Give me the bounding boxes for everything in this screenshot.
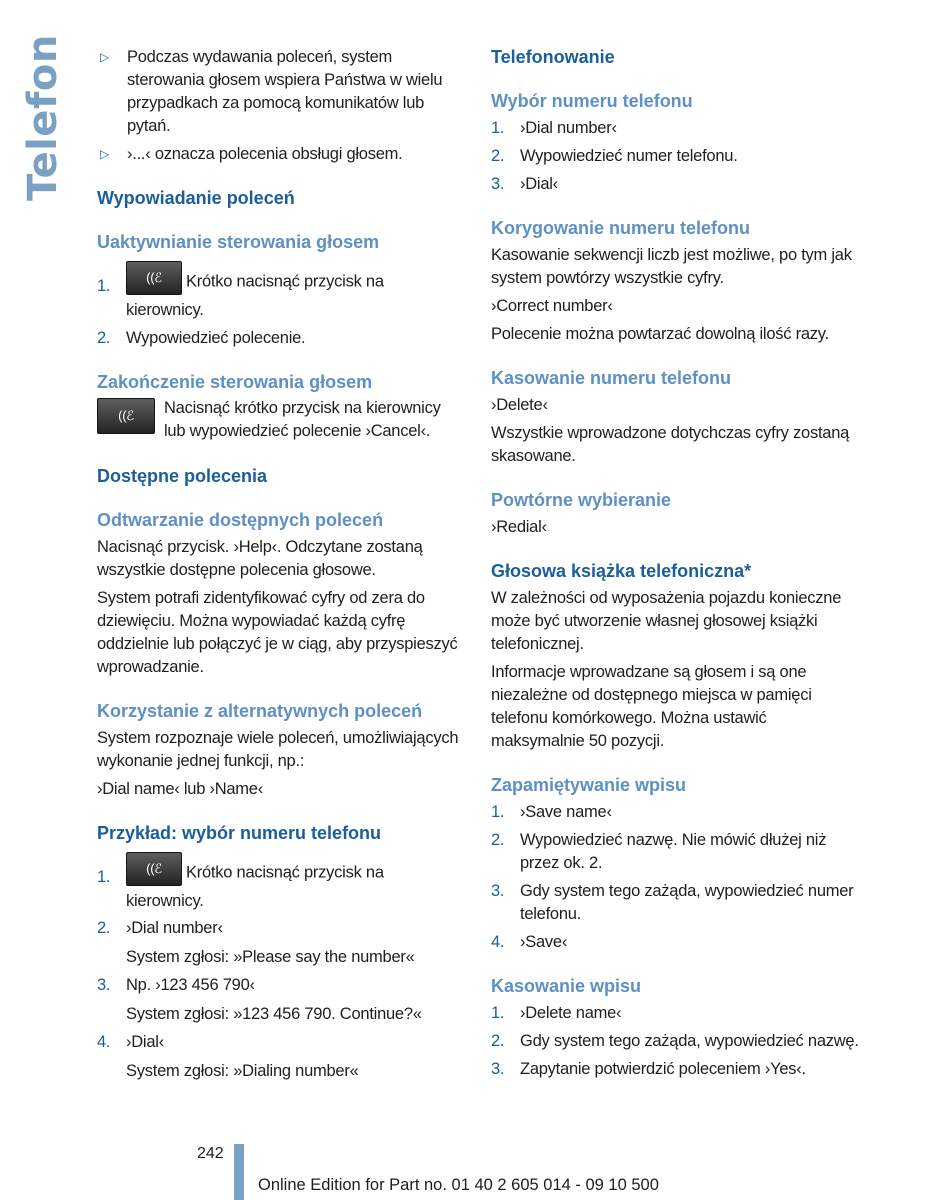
paragraph: ›Correct number‹ xyxy=(491,297,613,315)
list-item xyxy=(491,117,861,140)
list-item xyxy=(491,1058,861,1081)
section-title: Przykład: wybór numeru telefonu xyxy=(97,823,382,843)
list-item xyxy=(97,143,465,166)
step-note: System zgłosi: »Dialing number« xyxy=(126,1062,359,1080)
paragraph: Polecenie można powtarzać dowolną ilość razy. xyxy=(491,325,829,343)
right-column xyxy=(491,44,861,1081)
step-text: Krótko nacisnąć przycisk na kierownicy. xyxy=(126,863,384,910)
paragraph: ›Delete‹ xyxy=(491,396,548,414)
subsection-title: Uaktywnianie sterowania głosem xyxy=(97,232,380,252)
step-number: 2. xyxy=(491,1032,505,1050)
step-number: 4. xyxy=(97,1033,111,1051)
voice-button-icon: ((ℰ xyxy=(126,852,182,886)
bullet-text: Podczas wydawania poleceń, system sterowania głosem wspiera Państwa w wielu przypadkach za pomocą komunikatów lub pytań. xyxy=(127,48,443,135)
subsection-title: Odtwarzanie dostępnych poleceń xyxy=(97,510,384,530)
step-text: Np. ›123 456 790‹ xyxy=(126,976,255,994)
paragraph: Kasowanie sekwencji liczb jest możliwe, po tym jak system powtórzy wszystkie cyfry. xyxy=(491,246,852,287)
chapter-side-title: Telefon xyxy=(20,34,66,201)
step-number: 2. xyxy=(97,329,111,347)
section-title: Telefonowanie xyxy=(491,47,615,67)
subsection-title: Zakończenie sterowania głosem xyxy=(97,372,373,392)
step-number: 4. xyxy=(491,933,505,951)
paragraph: ›Redial‹ xyxy=(491,518,547,536)
section-title: Głosowa książka telefoniczna* xyxy=(491,561,752,581)
step-number: 2. xyxy=(491,831,505,849)
button-note xyxy=(97,397,465,443)
subsection-title: Korzystanie z alternatywnych poleceń xyxy=(97,701,423,721)
subsection-title: Korygowanie numeru telefonu xyxy=(491,218,751,238)
section-title: Wypowiadanie poleceń xyxy=(97,188,295,208)
step-number: 1. xyxy=(491,803,505,821)
step-number: 3. xyxy=(491,1060,505,1078)
step-text: Zapytanie potwierdzić poleceniem ›Yes‹. xyxy=(520,1060,806,1078)
list-item xyxy=(491,829,861,875)
list-item xyxy=(491,1030,861,1053)
step-number: 1. xyxy=(97,277,111,295)
step-number: 1. xyxy=(491,1004,505,1022)
step-number: 3. xyxy=(491,882,505,900)
paragraph: Nacisnąć przycisk. ›Help‹. Odczytane zostaną wszystkie dostępne polecenia głosowe. xyxy=(97,538,423,579)
step-number: 2. xyxy=(491,147,505,165)
step-text: ›Dial number‹ xyxy=(520,119,617,137)
list-item xyxy=(97,974,465,1026)
subsection-title: Powtórne wybieranie xyxy=(491,490,672,510)
subsection-title: Kasowanie numeru telefonu xyxy=(491,368,732,388)
page-number: 242 xyxy=(197,1145,224,1162)
step-text: ›Dial‹ xyxy=(126,1033,164,1051)
step-text: Gdy system tego zażąda, wypowiedzieć numer telefonu. xyxy=(520,882,854,923)
step-note: System zgłosi: »123 456 790. Continue?« xyxy=(126,1005,422,1023)
list-item xyxy=(491,173,861,196)
step-text: ›Dial number‹ xyxy=(126,919,223,937)
list-item xyxy=(97,917,465,969)
step-text: Wypowiedzieć polecenie. xyxy=(126,329,306,347)
edition-line: Online Edition for Part no. 01 40 2 605 014 - 09 10 500 xyxy=(258,1176,659,1194)
voice-button-icon: ((ℰ xyxy=(126,261,182,295)
list-item xyxy=(491,1002,861,1025)
step-text: ›Save name‹ xyxy=(520,803,612,821)
paragraph: W zależności od wyposażenia pojazdu konieczne może być utworzenie własnej głosowej książki telefonicznej. xyxy=(491,589,842,653)
step-number: 3. xyxy=(97,976,111,994)
triangle-right-icon: ▷ xyxy=(100,147,109,161)
list-item xyxy=(491,801,861,824)
list-item xyxy=(491,145,861,168)
list-item xyxy=(97,1031,465,1083)
step-text: ›Dial‹ xyxy=(520,175,558,193)
list-item xyxy=(97,327,465,350)
triangle-right-icon: ▷ xyxy=(100,50,109,64)
paragraph: ›Dial name‹ lub ›Name‹ xyxy=(97,780,263,798)
bullet-text: ›...‹ oznacza polecenia obsługi głosem. xyxy=(127,145,403,163)
step-text: ›Delete name‹ xyxy=(520,1004,622,1022)
subsection-title: Wybór numeru telefonu xyxy=(491,91,693,111)
list-item xyxy=(491,931,861,954)
paragraph: System potrafi zidentyfikować cyfry od zera do dziewięciu. Można wypowiadać każdą cyfrę oddzielnie lub połączyć je w ciąg, aby przyspieszyć wprowadzanie. xyxy=(97,589,458,676)
list-item xyxy=(97,265,465,322)
paragraph: Wszystkie wprowadzone dotychczas cyfry zostaną skasowane. xyxy=(491,424,850,465)
step-number: 1. xyxy=(491,119,505,137)
list-item xyxy=(97,856,465,913)
step-text: Krótko nacisnąć przycisk na kierownicy. xyxy=(126,272,384,319)
step-number: 1. xyxy=(97,868,111,886)
paragraph: System rozpoznaje wiele poleceń, umożliwiających wykonanie jednej funkcji, np.: xyxy=(97,729,459,770)
list-item xyxy=(491,880,861,926)
step-text: ›Save‹ xyxy=(520,933,568,951)
paragraph: Informacje wprowadzane są głosem i są one niezależne od dostępnego miejsca w pamięci telefonu komórkowego. Można ustawić maksymalnie 50 pozycji. xyxy=(491,663,812,750)
voice-button-icon: ((ℰ xyxy=(97,398,155,434)
step-text: Wypowiedzieć nazwę. Nie mówić dłużej niż przez ok. 2. xyxy=(520,831,827,872)
step-text: Wypowiedzieć numer telefonu. xyxy=(520,147,738,165)
step-number: 3. xyxy=(491,175,505,193)
left-column xyxy=(97,44,465,1083)
step-text: Gdy system tego zażąda, wypowiedzieć nazwę. xyxy=(520,1032,859,1050)
note-text: Nacisnąć krótko przycisk na kierownicy lub wypowiedzieć polecenie ›Cancel‹. xyxy=(164,399,441,440)
step-note: System zgłosi: »Please say the number« xyxy=(126,948,415,966)
footer-accent-bar xyxy=(234,1144,244,1200)
subsection-title: Kasowanie wpisu xyxy=(491,976,642,996)
step-number: 2. xyxy=(97,919,111,937)
list-item xyxy=(97,46,465,138)
subsection-title: Zapamiętywanie wpisu xyxy=(491,775,687,795)
section-title: Dostępne polecenia xyxy=(97,466,268,486)
